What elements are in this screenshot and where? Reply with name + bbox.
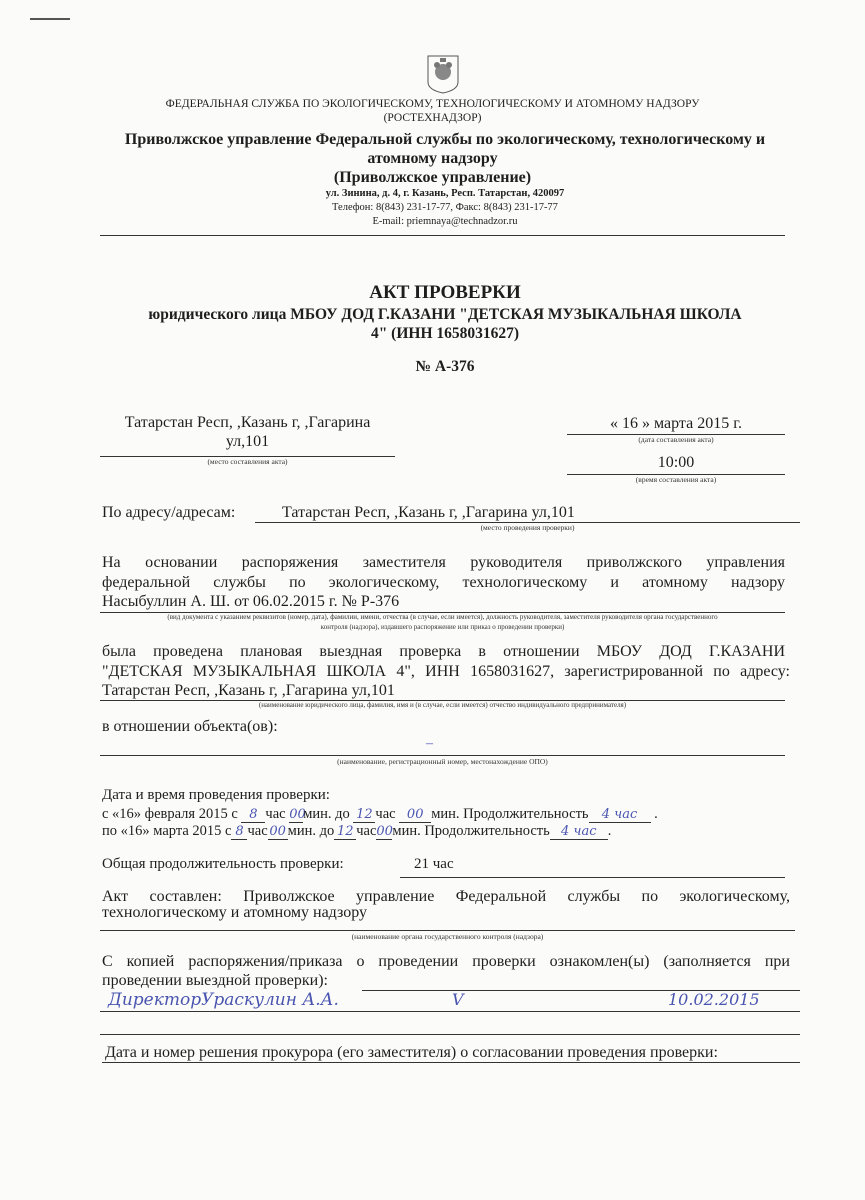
inspection-line-2: "ДЕТСКАЯ МУЗЫКАЛЬНАЯ ШКОЛА 4", ИНН 1658031627, зарегистрированной по адресу:	[102, 663, 790, 680]
coat-of-arms-emblem	[426, 54, 460, 94]
inspection-line-3: Татарстан Респ, ,Казань г, ,Гагарина ул,101	[102, 682, 395, 699]
end-hour: 12	[353, 808, 375, 823]
place-value: Татарстан Респ, ,Казань г, ,Гагарина	[124, 414, 371, 431]
department-address: ул. Зинина, д. 4, г. Казань, Респ. Татарстан, 420097	[325, 188, 565, 199]
time-value: 10:00	[657, 454, 695, 471]
place-caption: (место составления акта)	[207, 457, 288, 466]
schedule-row-1: с «16» февраля 2015 с 8 час 00мин. до 12 час 00 мин. Продолжительность 4 час .	[102, 806, 658, 822]
start-minute: 00	[269, 824, 286, 839]
inspection-line-1: была проведена плановая выездная проверка в отношении МБОУ ДОД Г.КАЗАНИ	[102, 643, 785, 660]
schedule-row-2: по «16» марта 2015 с 8 час 00 мин. до 12 час00мин. Продолжительность 4 час .	[102, 823, 612, 839]
compiled-caption: (наименование органа государственного контроля (надзора)	[351, 932, 544, 941]
document-subtitle: юридического лица МБОУ ДОД Г.КАЗАНИ "ДЕТСКАЯ МУЗЫКАЛЬНАЯ ШКОЛА	[148, 306, 742, 323]
acquainted-date: 10.02.2015	[668, 990, 760, 1009]
basis-line-3: Насыбуллин А. Ш. от 06.02.2015 г. № Р-376	[102, 593, 400, 610]
acquainted-line-2: проведении выездной проверки):	[102, 972, 328, 989]
start-hour: 8	[241, 808, 265, 823]
scan-mark	[30, 18, 70, 20]
prosecutor-label: Дата и номер решения прокурора (его заместителя) о согласовании проведения проверки:	[105, 1044, 718, 1061]
agency-short: (РОСТЕХНАДЗОР)	[383, 112, 482, 124]
duration: 4 час	[550, 825, 608, 840]
department-name: Приволжское управление Федеральной службы по экологическому, технологическому и	[124, 131, 766, 148]
compiled-line-1: Акт составлен: Приволжское управление Федеральной службы по экологическому,	[102, 888, 790, 905]
time-caption: (время составления акта)	[635, 475, 717, 484]
acquainted-line-1: С копией распоряжения/приказа о проведении проверки ознакомлен(ы) (заполняется при	[102, 953, 790, 970]
place-value-cont: ул,101	[225, 433, 270, 450]
department-email: E-mail: priemnaya@technadzor.ru	[372, 216, 518, 227]
department-name-cont: атомному надзору	[367, 150, 498, 167]
objects-value: –	[426, 736, 433, 751]
agency-name: ФЕДЕРАЛЬНАЯ СЛУЖБА ПО ЭКОЛОГИЧЕСКОМУ, ТЕХНОЛОГИЧЕСКОМУ И АТОМНОМУ НАДЗОРУ	[165, 98, 700, 110]
date-value: « 16 » марта 2015 г.	[610, 415, 742, 432]
check-mark: V	[452, 990, 464, 1009]
basis-line-2: федеральной службы по экологическому, технологическому и атомному надзору	[102, 574, 785, 591]
address-label: По адресу/адресам:	[102, 504, 236, 521]
end-hour: 12	[334, 825, 356, 840]
objects-caption: (наименование, регистрационный номер, местонахождение ОПО)	[337, 757, 548, 766]
end-minute: 00	[376, 824, 393, 839]
date-caption: (дата составления акта)	[638, 435, 714, 444]
start-hour: 8	[231, 825, 247, 840]
inspection-caption: (наименование юридического лица, фамилия, имя и (в случае, если имеется) отчество индивидуального предпринимателя)	[258, 701, 627, 709]
end-minute: 00	[399, 808, 431, 823]
basis-line-1: На основании распоряжения заместителя руководителя приволжского управления	[102, 554, 785, 571]
signer-handwritten: ДиректорУраскулин А.А.	[108, 990, 339, 1010]
schedule-label: Дата и время проведения проверки:	[102, 787, 330, 803]
total-value: 21 час	[414, 856, 454, 872]
total-label: Общая продолжительность проверки:	[102, 856, 344, 872]
document-subtitle-cont: 4" (ИНН 1658031627)	[370, 325, 520, 342]
basis-caption: (вид документа с указанием реквизитов (номер, дата), фамилии, имени, отчества (в случае, если имеется), должность руководителя, заместителя руководителя органа государственного	[167, 613, 718, 621]
header-divider	[100, 235, 785, 236]
start-minute: 00	[289, 807, 306, 822]
address-caption: (место проведения проверки)	[480, 523, 575, 532]
department-short: (Приволжское управление)	[333, 169, 532, 186]
compiled-line-2: технологическому и атомному надзору	[102, 904, 368, 921]
department-phone: Телефон: 8(843) 231-17-77, Факс: 8(843) 231-17-77	[332, 202, 558, 213]
objects-label: в отношении объекта(ов):	[102, 718, 278, 735]
document-title: АКТ ПРОВЕРКИ	[369, 282, 521, 303]
address-value: Татарстан Респ, ,Казань г, ,Гагарина ул,101	[282, 504, 575, 521]
basis-caption-cont: контроля (надзора), издавшего распоряжение или приказ о проведении проверки)	[320, 623, 565, 631]
duration: 4 час	[589, 808, 651, 823]
act-number: № А-376	[415, 358, 475, 375]
